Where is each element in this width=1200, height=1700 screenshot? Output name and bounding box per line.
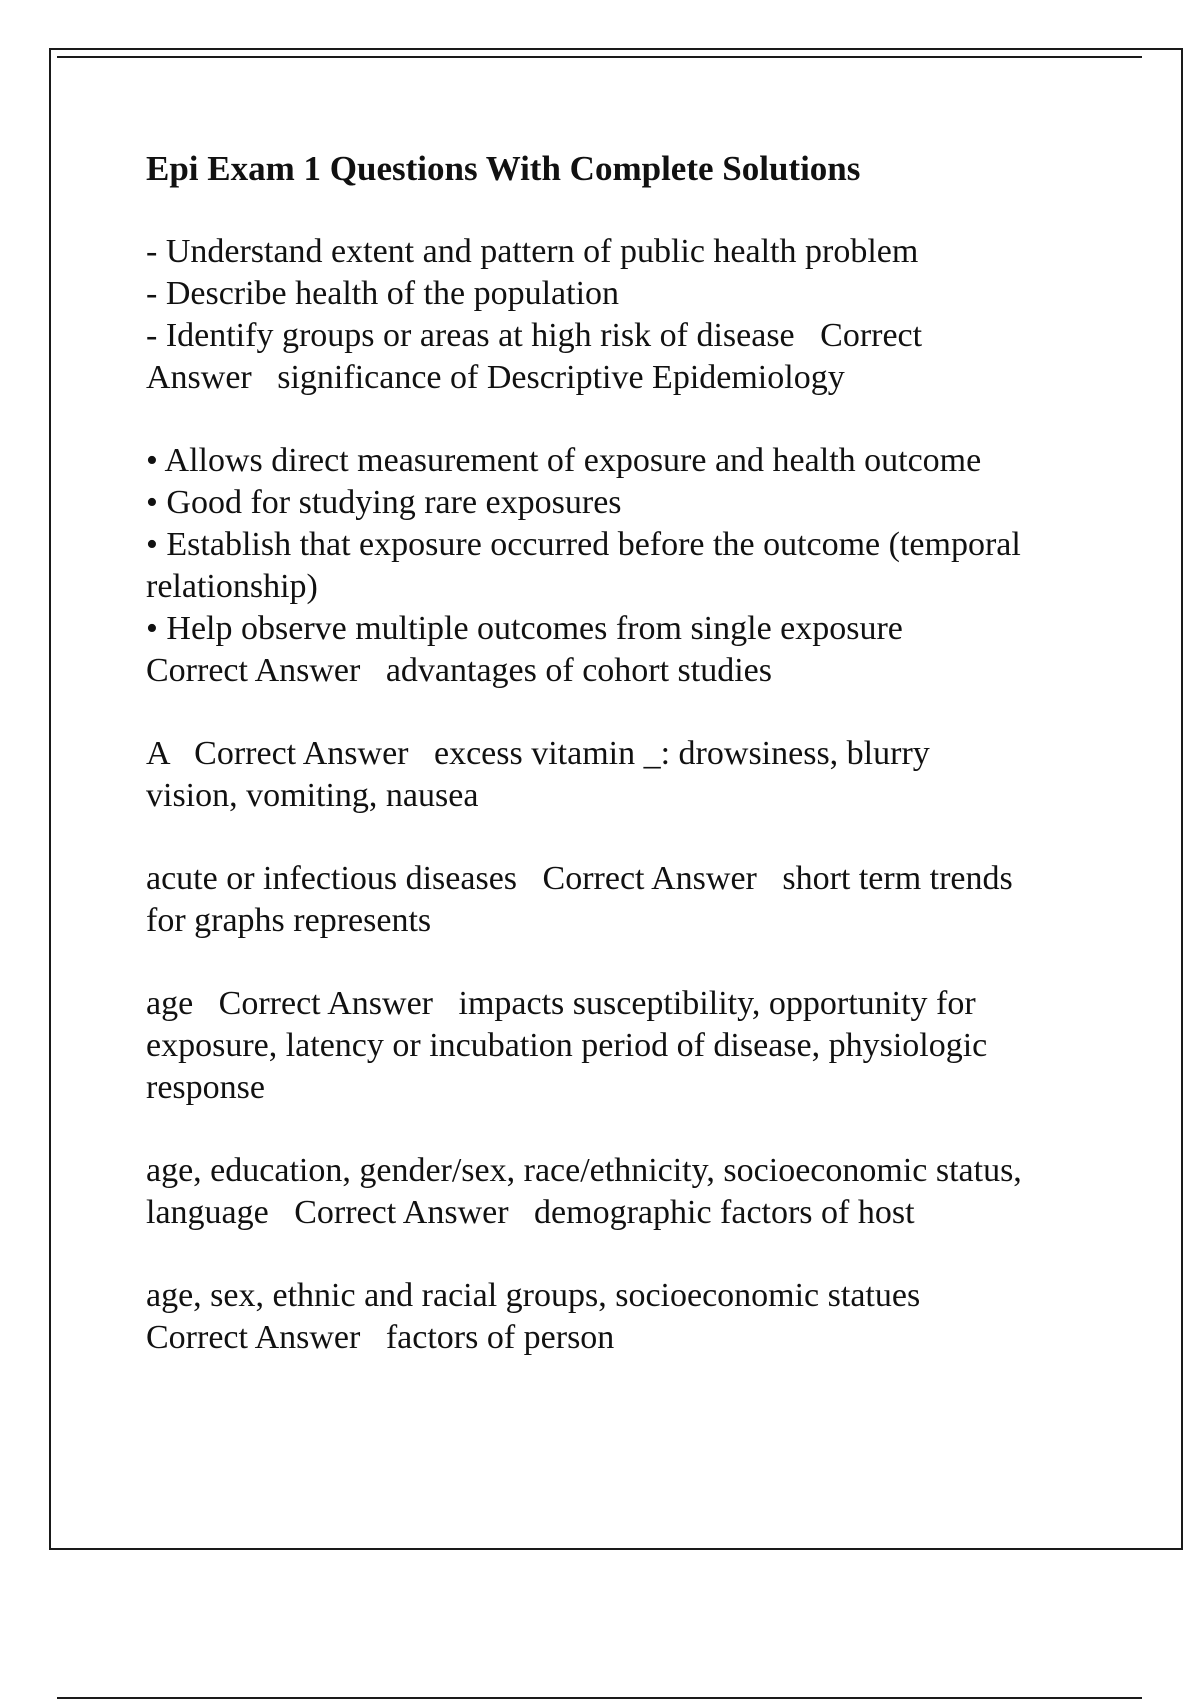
text-line: for graphs represents — [146, 902, 432, 939]
text-line: exposure, latency or incubation period of disease, physiologic — [146, 1027, 988, 1064]
qa-item-cohort-studies — [146, 440, 1106, 692]
bottom-rule — [57, 1697, 1142, 1699]
document-title: Epi Exam 1 Questions With Complete Solutions — [146, 149, 861, 188]
top-rule — [57, 56, 1142, 58]
text-line: Correct Answer factors of person — [146, 1319, 615, 1356]
qa-item-vitamin-a — [146, 733, 1106, 817]
text-line: A Correct Answer excess vitamin _: drowsiness, blurry — [146, 735, 930, 772]
qa-item-age — [146, 983, 1106, 1109]
document-body — [146, 140, 1106, 1359]
text-line: Answer significance of Descriptive Epidemiology — [146, 359, 845, 396]
text-line: - Describe health of the population — [146, 275, 620, 312]
text-line: • Establish that exposure occurred before the outcome (temporal — [146, 526, 1021, 563]
text-line: age, education, gender/sex, race/ethnicity, socioeconomic status, — [146, 1152, 1022, 1189]
text-line: • Help observe multiple outcomes from single exposure — [146, 610, 903, 647]
text-line: • Allows direct measurement of exposure and health outcome — [146, 442, 982, 479]
text-line: - Identify groups or areas at high risk of disease Correct — [146, 317, 923, 354]
qa-item-demographic-factors — [146, 1150, 1106, 1234]
text-line: age Correct Answer impacts susceptibility, opportunity for — [146, 985, 976, 1022]
qa-item-factors-of-person — [146, 1275, 1106, 1359]
text-line: response — [146, 1069, 265, 1106]
text-line: age, sex, ethnic and racial groups, socioeconomic statues — [146, 1277, 921, 1314]
text-line: - Understand extent and pattern of public health problem — [146, 233, 919, 270]
text-line: acute or infectious diseases Correct Answer short term trends — [146, 860, 1013, 897]
text-line: • Good for studying rare exposures — [146, 484, 622, 521]
qa-item-short-term-trends — [146, 858, 1106, 942]
text-line: language Correct Answer demographic factors of host — [146, 1194, 915, 1231]
qa-item-descriptive-epidemiology — [146, 231, 1106, 399]
text-line: relationship) — [146, 568, 318, 605]
text-line: vision, vomiting, nausea — [146, 777, 479, 814]
text-line: Correct Answer advantages of cohort studies — [146, 652, 772, 689]
